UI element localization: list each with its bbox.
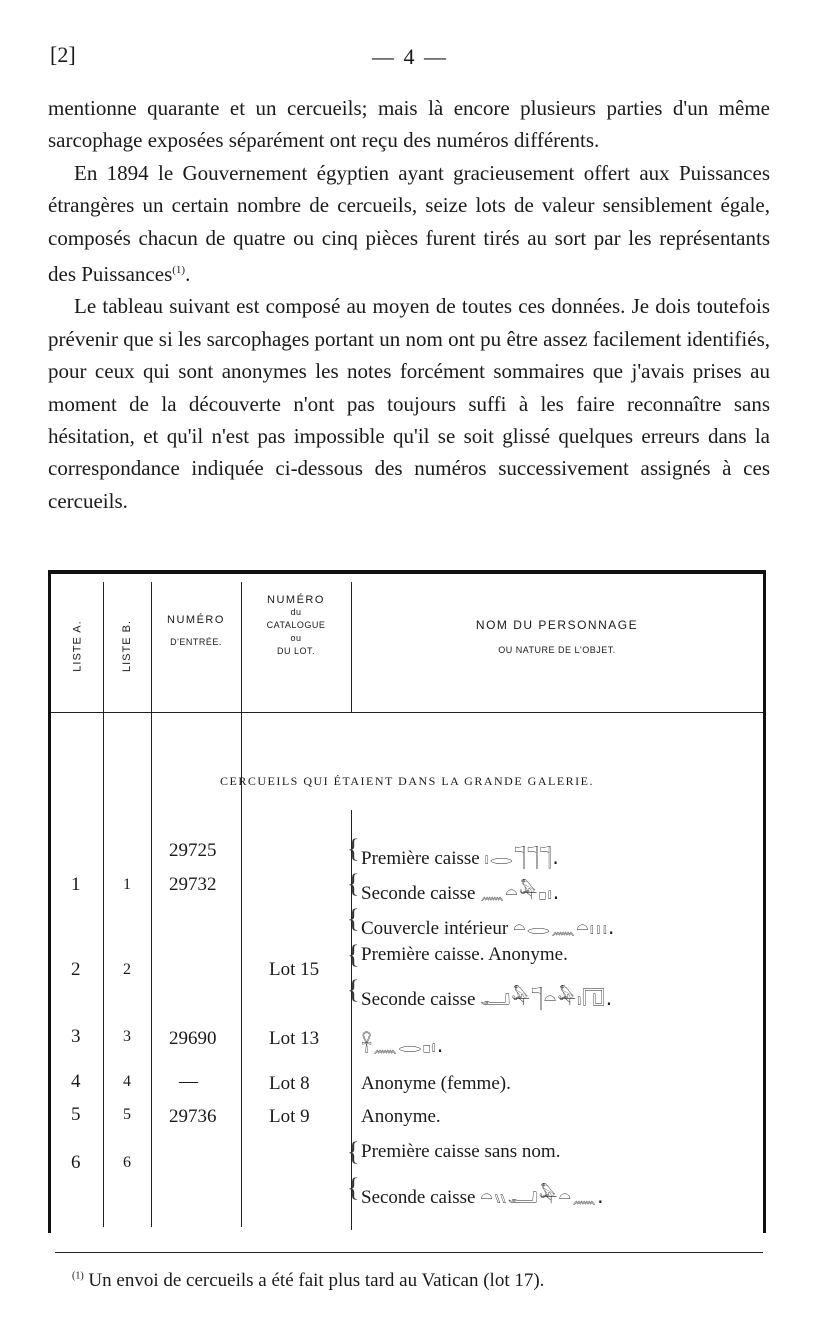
footnote-mark: (1) bbox=[72, 1270, 84, 1282]
row-5-liste-b: 5 bbox=[123, 1106, 131, 1123]
row-4-liste-a: 4 bbox=[71, 1071, 81, 1092]
row-2-liste-a: 2 bbox=[71, 959, 81, 980]
row-3-nom bbox=[361, 1026, 444, 1059]
section-title: CERCUEILS QUI ÉTAIENT DANS LA GRANDE GALERIE. bbox=[220, 774, 594, 788]
footnote-text: Un envoi de cercueils a été fait plus tard au Vatican (lot 17). bbox=[88, 1270, 545, 1291]
row-5-lot: Lot 9 bbox=[269, 1106, 310, 1127]
row-2-nom-2: Seconde caisse 𓂝𓅆𓊹𓏏𓅆𓏤𓉔. bbox=[361, 986, 614, 1010]
page-number: — 4 — bbox=[372, 44, 448, 69]
row-4-liste-b: 4 bbox=[123, 1073, 131, 1090]
row-1-liste-b: 1 bbox=[123, 876, 131, 893]
paragraph-1-text: mentionne quarante et un cercueils; mais là encore plusieurs parties d'un même sarcophage exposées séparément ont reçu des numéros différents. bbox=[48, 96, 770, 153]
row-6-liste-b: 6 bbox=[123, 1154, 131, 1171]
header-liste-a: LISTE A. bbox=[72, 620, 85, 672]
header-nom: NOM DU PERSONNAGE OU NATURE DE L'OBJET. bbox=[475, 618, 639, 655]
row-1-entree-2: 29732 bbox=[169, 874, 217, 895]
hieroglyph-inscription: 𓋹𓈖𓂋𓊪𓏤. bbox=[361, 1033, 445, 1057]
brace: { bbox=[347, 940, 360, 969]
row-4-lot: Lot 8 bbox=[269, 1073, 310, 1094]
row-2-lot: Lot 15 bbox=[269, 959, 320, 980]
row-2-nom-1: Première caisse. Anonyme. bbox=[361, 944, 568, 965]
col-rule bbox=[241, 582, 242, 1227]
header-catalogue: NUMÉRO du CATALOGUE ou DU LOT. bbox=[266, 594, 326, 656]
paragraph-2 bbox=[48, 157, 770, 291]
row-4-entree: — bbox=[179, 1071, 198, 1092]
row-3-liste-a: 3 bbox=[71, 1026, 81, 1047]
header-liste-b: LISTE B. bbox=[121, 619, 133, 673]
header-rule bbox=[51, 712, 763, 713]
footnote-rule bbox=[55, 1252, 763, 1253]
row-5-entree: 29736 bbox=[169, 1106, 217, 1127]
row-1-liste-a: 1 bbox=[71, 874, 81, 895]
row-5-nom: Anonyme. bbox=[361, 1106, 441, 1127]
row-6-liste-a: 6 bbox=[71, 1152, 81, 1173]
hieroglyph-inscription: 𓏏𓏭𓂝𓅆𓏏𓈖. bbox=[480, 1184, 605, 1208]
row-1-nom-3: Couvercle intérieur 𓏏𓂋𓈖𓏏𓏥. bbox=[361, 915, 616, 939]
row-3-lot: Lot 13 bbox=[269, 1028, 320, 1049]
row-2-liste-b: 2 bbox=[123, 961, 131, 978]
brace: { bbox=[347, 904, 360, 933]
row-3-liste-b: 3 bbox=[123, 1028, 131, 1045]
paragraph-1 bbox=[48, 92, 770, 157]
brace: { bbox=[347, 869, 360, 898]
row-6-nom-2: Seconde caisse 𓏏𓏭𓂝𓅆𓏏𓈖. bbox=[361, 1184, 605, 1208]
hieroglyph-inscription: 𓂝𓅆𓊹𓏏𓅆𓏤𓉔. bbox=[480, 986, 614, 1010]
row-1-entree-1: 29725 bbox=[169, 840, 217, 861]
page-reference: [2] bbox=[50, 42, 76, 67]
footnote bbox=[72, 1270, 544, 1292]
brace: { bbox=[347, 975, 360, 1004]
row-4-nom: Anonyme (femme). bbox=[361, 1073, 511, 1094]
row-1-nom-1: Première caisse 𓏤𓂋𓊹𓊹𓊹. bbox=[361, 845, 560, 869]
row-5-liste-a: 5 bbox=[71, 1104, 81, 1125]
header-numero-entree: NUMÉRO D'ENTRÉE. bbox=[167, 614, 225, 647]
brace: { bbox=[347, 1137, 360, 1166]
row-1-nom-2: Seconde caisse 𓈖𓏏𓅆𓊪𓏤. bbox=[361, 880, 561, 904]
hieroglyph-inscription: 𓈖𓏏𓅆𓊪𓏤. bbox=[480, 880, 561, 904]
paragraph-3-text: Le tableau suivant est composé au moyen de toutes ces données. Je dois toutefois prévenir que si les sarcophages portant un nom ont pu être assez facilement identifiés, pour ceux qui sont anonymes les notes forcément sommaires que j'avais prises au moment de la découverte n'ont pas toujours suffi à les faire reconnaître sans hésitation, et qu'il n'est pas impossible qu'il se soit glissé quelques erreurs dans la correspondance indiquée ci-dessous des numéros successivement assignés à ces cercueils. bbox=[48, 294, 770, 513]
footnote-ref[interactable]: (1) bbox=[172, 264, 186, 277]
paragraph-3 bbox=[48, 290, 770, 517]
paragraph-2-text: En 1894 le Gouvernement égyptien ayant gracieusement offert aux Puissances étrangères un certain nombre de cercueils, seize lots de valeur sensiblement égale, composés chacun de quatre ou cinq pièces furent tirés au sort par les représentants des Puissances bbox=[48, 160, 770, 287]
sarcophagus-table bbox=[48, 570, 766, 1233]
hieroglyph-inscription: 𓏤𓂋𓊹𓊹𓊹. bbox=[484, 845, 560, 869]
row-6-nom-1: Première caisse sans nom. bbox=[361, 1141, 561, 1162]
body-text bbox=[48, 92, 770, 517]
hieroglyph-inscription: 𓏏𓂋𓈖𓏏𓏥. bbox=[512, 915, 616, 939]
brace: { bbox=[347, 834, 360, 863]
paragraph-2-end: . bbox=[185, 262, 191, 287]
brace: { bbox=[347, 1173, 360, 1202]
row-3-entree: 29690 bbox=[169, 1028, 217, 1049]
